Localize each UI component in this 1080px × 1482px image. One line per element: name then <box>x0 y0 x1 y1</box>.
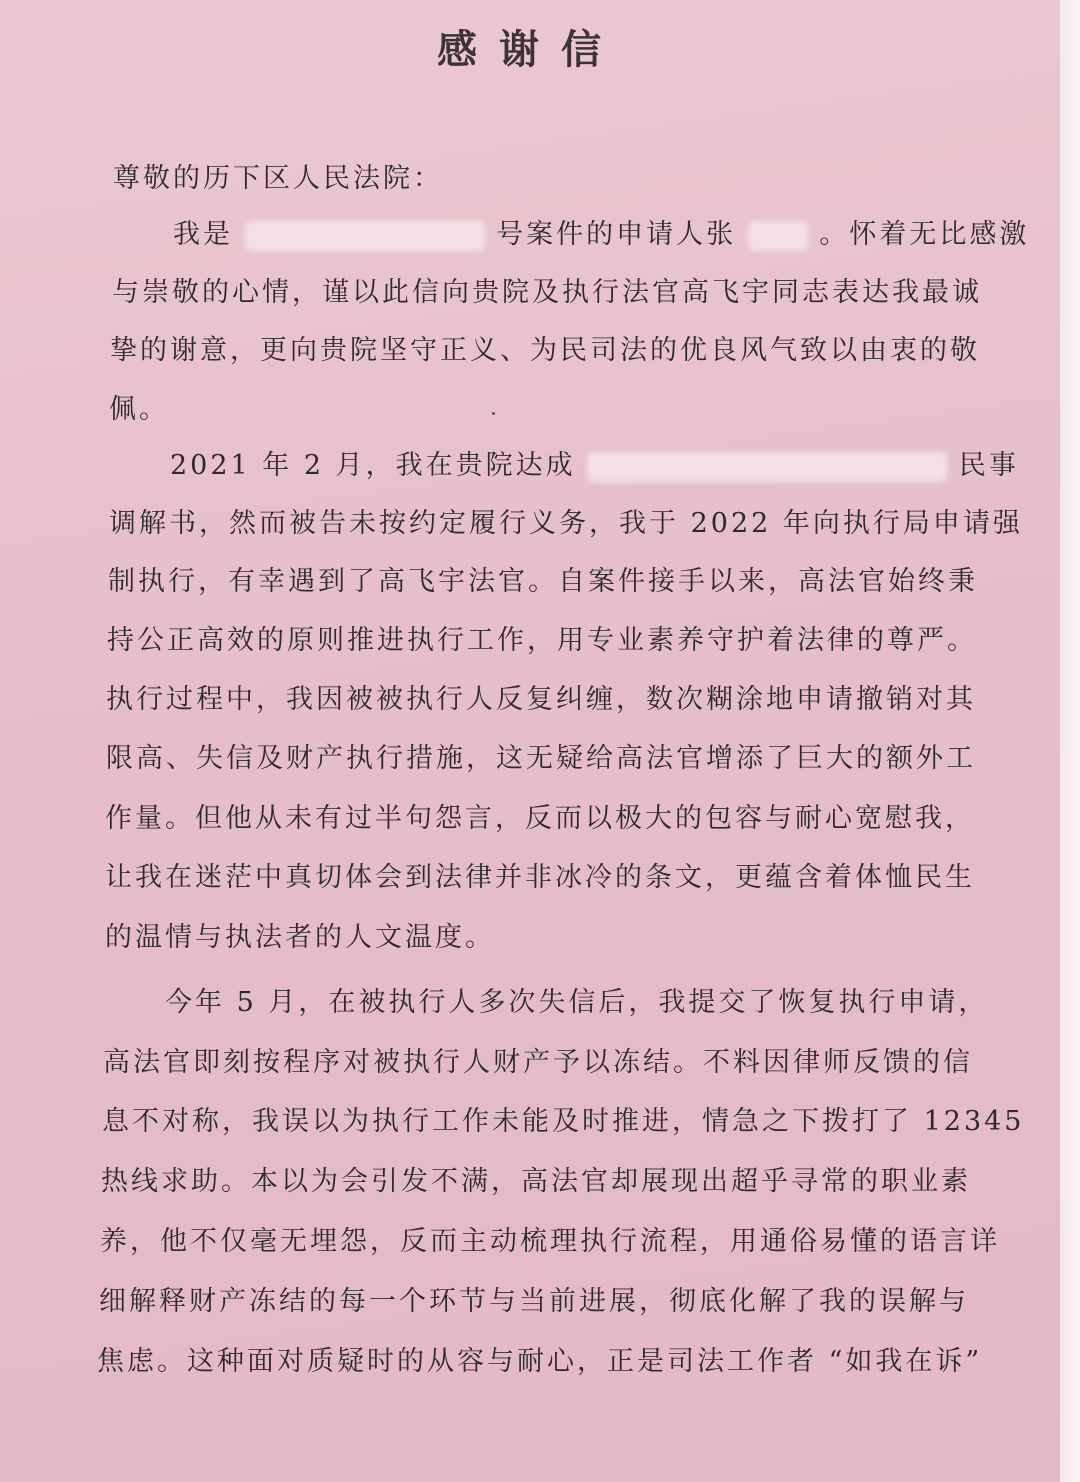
paragraph-2-line-5: 执行过程中，我因被被执行人反复纠缠，数次糊涂地申请撤销对其 <box>106 684 976 715</box>
salutation: 尊敬的历下区人民法院： <box>113 163 443 194</box>
paragraph-1-line-2: 与崇敬的心情，谨以此信向贵院及执行法官高飞宇同志表达我最诚 <box>112 277 982 308</box>
paragraph-2-line-2: 调解书，然而被告未按约定履行义务，我于 2022 年向执行局申请强 <box>109 508 1023 539</box>
letter-title: 感谢信 <box>437 27 623 73</box>
redacted-name <box>748 221 808 251</box>
p2-text-a: 2021 年 2 月，我在贵院达成 <box>170 450 576 481</box>
p1-text-c: 。怀着无比感激 <box>819 219 1030 250</box>
paragraph-2-line-3: 制执行，有幸遇到了高飞宇法官。自案件接手以来，高法官始终秉 <box>108 566 978 597</box>
paragraph-3-line-6: 细解释财产冻结的每一个环节与当前进展，彻底化解了我的误解与 <box>99 1286 969 1317</box>
redacted-case-reference <box>587 452 947 482</box>
paragraph-3-line-7: 焦虑。这种面对质疑时的从容与耐心，正是司法工作者 “如我在诉” <box>97 1346 983 1377</box>
paragraph-2-line-4: 持公正高效的原则推进执行工作，用专业素养守护着法律的尊严。 <box>107 625 977 656</box>
paragraph-1-line-4: 佩。 <box>109 394 169 425</box>
ink-dot <box>492 412 495 415</box>
p1-text-a: 我是 <box>173 219 233 250</box>
paragraph-2-line-9: 的温情与执法者的人文温度。 <box>105 922 495 953</box>
paragraph-3-line-1: 今年 5 月，在被执行人多次失信后，我提交了恢复执行申请， <box>165 987 989 1018</box>
paragraph-3-line-2: 高法官即刻按程序对被执行人财产予以冻结。不料因律师反馈的信 <box>103 1047 973 1078</box>
redacted-case-number <box>245 221 485 251</box>
paragraph-2-line-6: 限高、失信及财产执行措施，这无疑给高法官增添了巨大的额外工 <box>106 743 976 774</box>
p1-text-b: 号案件的申请人张 <box>496 219 737 250</box>
paragraph-1-line-1 <box>173 212 1029 251</box>
paragraph-3-line-3: 息不对称，我误以为执行工作未能及时推进，情急之下拨打了 12345 <box>102 1106 1025 1137</box>
p2-text-b: 民事 <box>958 450 1019 481</box>
paragraph-3-line-4: 热线求助。本以为会引发不满，高法官却展现出超乎寻常的职业素 <box>101 1166 971 1197</box>
paragraph-2-line-1 <box>170 443 1019 482</box>
background-edge <box>1060 0 1080 1482</box>
paragraph-2-line-8: 让我在迷茫中真切体会到法律并非冰冷的条文，更蕴含着体恤民生 <box>105 862 975 893</box>
paragraph-1-line-3: 挚的谢意，更向贵院坚守正义、为民司法的优良风气致以由衷的敬 <box>110 335 980 366</box>
paragraph-3-line-5: 养，他不仅毫无埋怨，反而主动梳理执行流程，用通俗易懂的语言详 <box>100 1226 1000 1257</box>
paragraph-2-line-7: 作量。但他从未有过半句怨言，反而以极大的包容与耐心宽慰我， <box>105 803 975 834</box>
